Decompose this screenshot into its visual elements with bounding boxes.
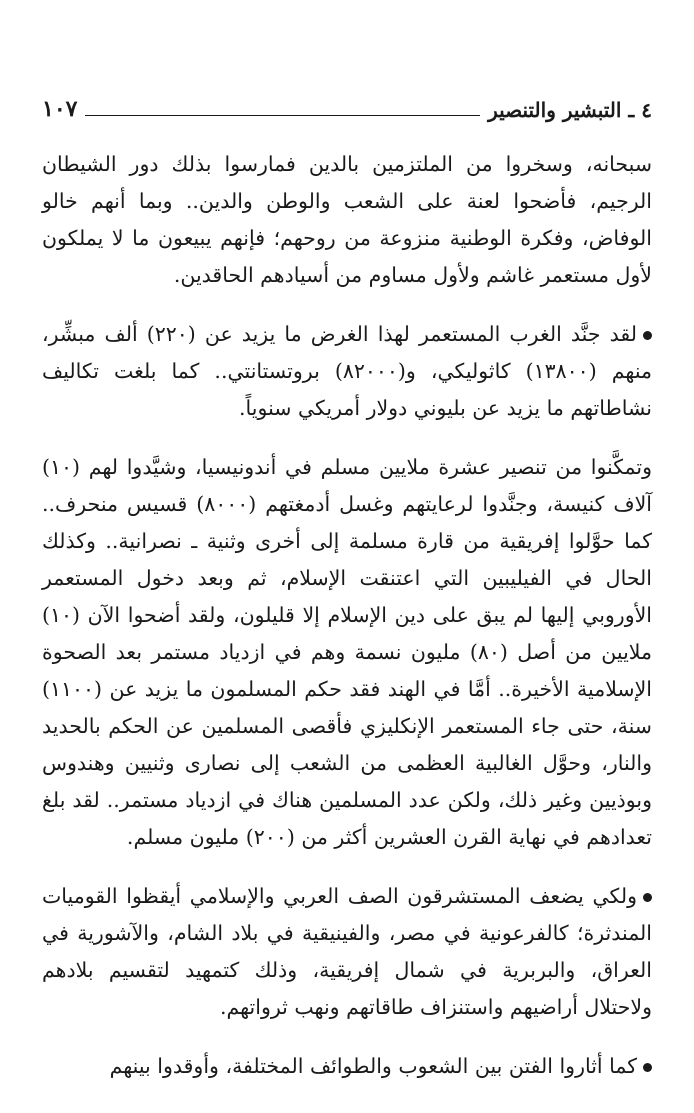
header-rule: [85, 115, 480, 116]
bullet-icon: [643, 893, 652, 902]
paragraph-text: سبحانه، وسخروا من الملتزمين بالدين فمارسوا بذلك دور الشيطان الرجيم، فأضحوا لعنة على الشعب والوطن والدين.. وبما أنهم خالو الوفاض، وفكرة الوطنية منزوعة من روحهم؛ فإنهم يبيعون ما لا يملكون لأول مستعمر غاشم ولأول مساوم من أسيادهم الحاقدين.: [42, 152, 652, 287]
bullet-icon: [643, 1063, 652, 1072]
paragraph-text: وتمكَّنوا من تنصير عشرة ملايين مسلم في أندونيسيا، وشيَّدوا لهم (١٠) آلاف كنيسة، وجنَّدوا لرعايتهم وغسل أدمغتهم (٨٠٠٠) قسيس منحرف.. كما حوَّلوا إفريقية من قارة مسلمة إلى أخرى وثنية ـ نصرانية.. وكذلك الحال في الفيليبين التي اعتنقت الإسلام، ثم وبعد دخول المستعمر الأوروبي إليها لم يبق على دين الإسلام إلا قليلون، ولقد أضحوا الآن (١٠) ملايين من أصل (٨٠) مليون نسمة وهم في ازدياد مستمر بعد الصحوة الإسلامية الأخيرة.. أمَّا في الهند فقد حكم المسلمون ما يزيد عن (١١٠٠) سنة، حتى جاء المستعمر الإنكليزي فأقصى المسلمين عن الحكم بالحديد والنار، وحوَّل الغالبية العظمى من الشعب إلى نصارى وثنيين وهندوس وبوذيين وغير ذلك، ولكن عدد المسلمين هناك في ازدياد مستمر.. لقد بلغ تعدادهم في نهاية القرن العشرين أكثر من (٢٠٠) مليون مسلم.: [42, 455, 652, 849]
paragraph-4: [42, 878, 652, 1026]
paragraph-text: لقد جنَّد الغرب المستعمر لهذا الغرض ما يزيد عن (٢٢٠) ألف مبشِّر، منهم (١٣٨٠٠) كاثوليكي، و(٨٢٠٠٠) بروتستانتي.. كما بلغت تكاليف نشاطاتهم ما يزيد عن بليوني دولار أمريكي سنوياً.: [42, 322, 653, 420]
bullet-icon: [643, 331, 652, 340]
paragraph-text: ولكي يضعف المستشرقون الصف العربي والإسلامي أيقظوا القوميات المندثرة؛ كالفرعونية في مصر، والفينيقية في بلاد الشام، والآشورية في العراق، والبربرية في شمال إفريقية، وذلك كتمهيد لتقسيم بلادهم ولاحتلال أراضيهم واستنزاف طاقاتهم ونهب ثرواتهم.: [42, 884, 652, 1019]
paragraph-1: [42, 146, 652, 294]
chapter-title: ٤ ـ التبشير والتنصير: [488, 98, 652, 122]
paragraph-5: [42, 1048, 652, 1085]
body-text: [42, 146, 652, 1107]
paragraph-text: كما أثاروا الفتن بين الشعوب والطوائف المختلفة، وأوقدوا بينهم: [109, 1054, 637, 1078]
running-header: [42, 86, 652, 122]
paragraph-3: [42, 449, 652, 856]
paragraph-2: [42, 316, 652, 427]
page-number: ١٠٧: [42, 96, 78, 122]
